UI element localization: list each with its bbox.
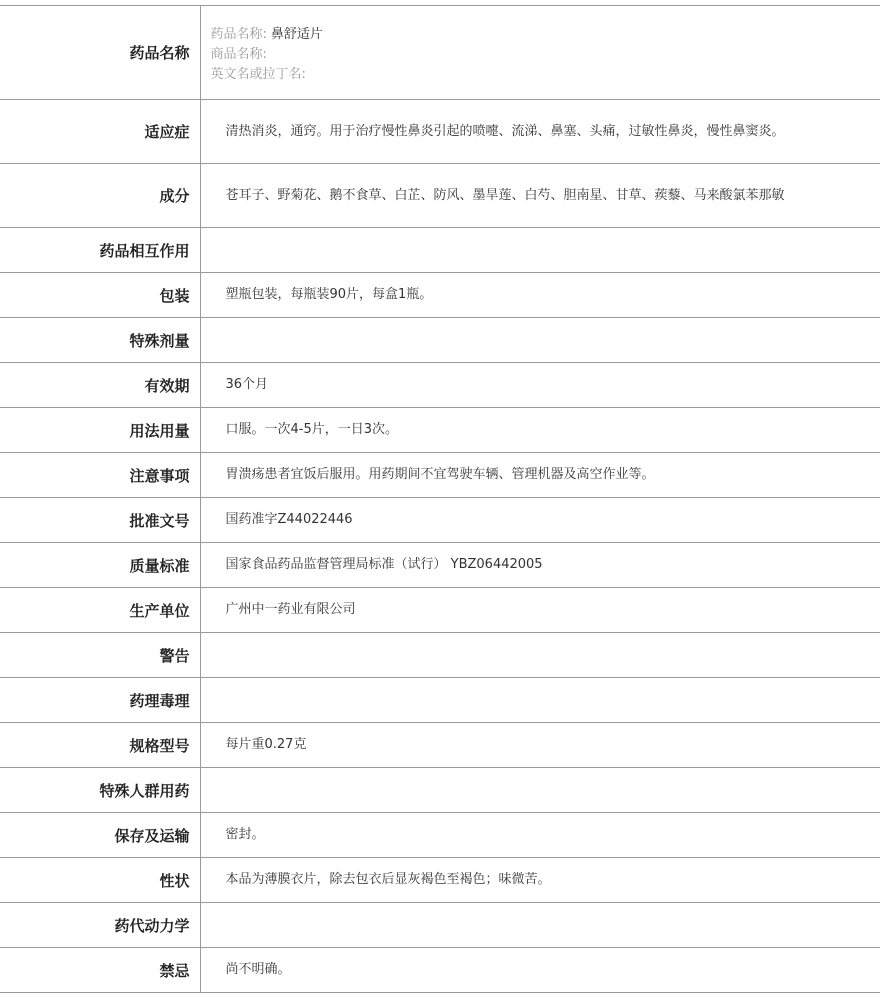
row-label: 注意事项 <box>0 453 200 498</box>
row-storage-transport <box>0 813 880 858</box>
row-value <box>200 768 880 813</box>
row-label: 药理毒理 <box>0 678 200 723</box>
name-key: 商品名称: <box>211 47 267 62</box>
row-value: 苍耳子、野菊花、鹅不食草、白芷、防风、墨旱莲、白芍、胆南星、甘草、蒺藜、马来酸氯苯那敏 <box>200 164 880 228</box>
name-key: 英文名或拉丁名: <box>211 67 306 82</box>
generic-name-line <box>211 25 880 45</box>
row-value: 密封。 <box>200 813 880 858</box>
row-value <box>200 6 880 100</box>
row-contraindications <box>0 948 880 993</box>
row-value <box>200 228 880 273</box>
row-label: 质量标准 <box>0 543 200 588</box>
row-label: 成分 <box>0 164 200 228</box>
row-label: 生产单位 <box>0 588 200 633</box>
row-label: 批准文号 <box>0 498 200 543</box>
row-label: 包装 <box>0 273 200 318</box>
row-drug-name <box>0 6 880 100</box>
row-shelf-life <box>0 363 880 408</box>
row-description <box>0 858 880 903</box>
row-label: 规格型号 <box>0 723 200 768</box>
name-value: 鼻舒适片 <box>271 27 323 42</box>
row-value: 胃溃疡患者宜饭后服用。用药期间不宜驾驶车辆、管理机器及高空作业等。 <box>200 453 880 498</box>
row-usage-dosage <box>0 408 880 453</box>
row-special-dosage <box>0 318 880 363</box>
english-name-line <box>211 65 880 85</box>
row-label: 警告 <box>0 633 200 678</box>
row-indications <box>0 100 880 164</box>
row-value: 本品为薄膜衣片，除去包衣后显灰褐色至褐色；味微苦。 <box>200 858 880 903</box>
row-warning <box>0 633 880 678</box>
row-packaging <box>0 273 880 318</box>
row-ingredients <box>0 164 880 228</box>
row-value: 广州中一药业有限公司 <box>200 588 880 633</box>
row-label: 保存及运输 <box>0 813 200 858</box>
row-manufacturer <box>0 588 880 633</box>
row-value: 尚不明确。 <box>200 948 880 993</box>
row-label: 用法用量 <box>0 408 200 453</box>
row-value: 36个月 <box>200 363 880 408</box>
row-value: 塑瓶包装，每瓶装90片，每盒1瓶。 <box>200 273 880 318</box>
name-key: 药品名称: <box>211 27 267 42</box>
trade-name-line <box>211 45 880 65</box>
row-label: 药品相互作用 <box>0 228 200 273</box>
name-block <box>201 25 880 85</box>
row-label: 药品名称 <box>0 6 200 100</box>
row-precautions <box>0 453 880 498</box>
row-quality-standard <box>0 543 880 588</box>
row-value: 口服。一次4-5片，一日3次。 <box>200 408 880 453</box>
drug-info-sheet <box>0 5 880 993</box>
row-value: 每片重0.27克 <box>200 723 880 768</box>
row-label: 特殊剂量 <box>0 318 200 363</box>
row-specification <box>0 723 880 768</box>
row-label: 性状 <box>0 858 200 903</box>
row-pharmacology <box>0 678 880 723</box>
row-value: 国家食品药品监督管理局标准（试行） YBZ06442005 <box>200 543 880 588</box>
row-label: 特殊人群用药 <box>0 768 200 813</box>
row-pharmacokinetics <box>0 903 880 948</box>
row-value <box>200 633 880 678</box>
row-value <box>200 318 880 363</box>
row-value: 国药准字Z44022446 <box>200 498 880 543</box>
row-label: 适应症 <box>0 100 200 164</box>
row-label: 有效期 <box>0 363 200 408</box>
row-value: 清热消炎，通窍。用于治疗慢性鼻炎引起的喷嚏、流涕、鼻塞、头痛，过敏性鼻炎，慢性鼻窦炎。 <box>200 100 880 164</box>
row-label: 禁忌 <box>0 948 200 993</box>
row-value <box>200 678 880 723</box>
row-value <box>200 903 880 948</box>
drug-info-table <box>0 5 880 993</box>
row-label: 药代动力学 <box>0 903 200 948</box>
row-special-populations <box>0 768 880 813</box>
row-interactions <box>0 228 880 273</box>
row-approval-number <box>0 498 880 543</box>
